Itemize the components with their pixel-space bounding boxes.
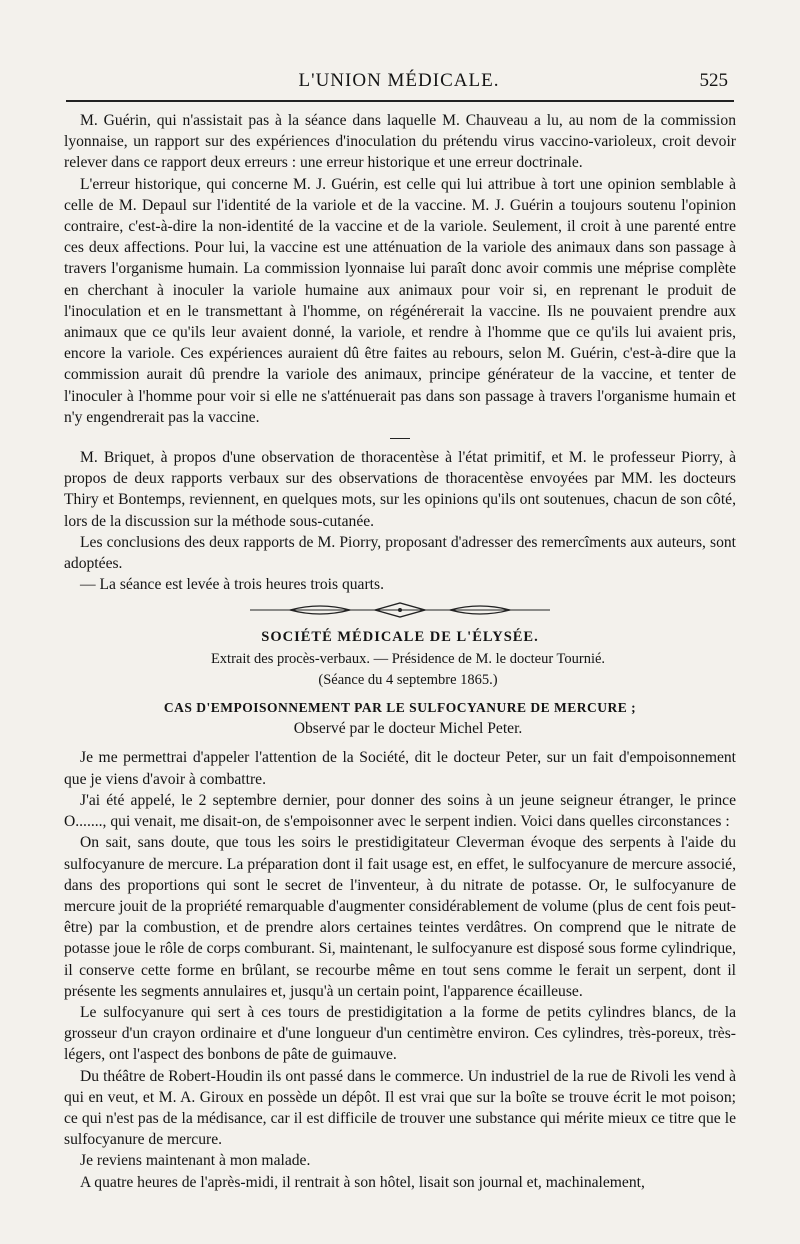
paragraph: — La séance est levée à trois heures trois quarts. [80,576,384,594]
running-head [64,68,734,96]
case-observer: Observé par le docteur Michel Peter. [293,720,523,738]
ornament-graphic [250,601,550,619]
section-separator [390,438,410,439]
spacer [64,739,736,747]
journal-title: L'UNION MÉDICALE. [298,70,500,91]
paragraph: J'ai été appelé, le 2 septembre dernier, pour donner des soins à un jeune seigneur étranger, le prince O......., qui venait, me disait-on, de s'empoisonner avec le serpent indien. Voici dans quelles circonstances : [64,791,736,831]
paragraph: Je reviens maintenant à mon malade. [80,1152,311,1170]
header-rule [66,100,734,102]
article-body [64,110,736,1193]
ornamental-divider [64,601,736,623]
session-date: (Séance du 4 septembre 1865.) [318,671,498,688]
paragraph: M. Guérin, qui n'assistait pas à la séance dans laquelle M. Chauveau a lu, au nom de la commission lyonnaise, un rapport sur des expériences d'inoculation du prétendu virus vaccino-varioleux, croit devoir relever dans ce rapport deux erreurs : une erreur historique et une erreur doctrinale. [64,112,736,172]
case-title: CAS D'EMPOISONNEMENT PAR LE SULFOCYANURE DE MERCURE ; [163,700,637,716]
society-title: SOCIÉTÉ MÉDICALE DE L'ÉLYSÉE. [261,629,539,646]
paragraph: L'erreur historique, qui concerne M. J. Guérin, est celle qui lui attribue à tort une opinion semblable à celle de M. Depaul sur l'identité de la variole et de la vaccine. M. J. Guérin a toujours soutenu l'opinion contraire, c'est-à-dire la non-identité de la vaccine et de la variole. Seulement, il croit à une parenté entre ces deux affections. Pour lui, la vaccine est une atténuation de la variole des animaux dans son passage à travers l'organisme humain. La commission lyonnaise lui paraît donc avoir commis une méprise complète en cherchant à inoculer la variole humaine aux animaux pour voir si, en reprenant le produit de l'inoculation et en le transmettant à l'homme, on régénérerait la vaccine. Ils ne pouvaient prendre aux animaux que ce qu'ils leur avaient donné, la variole, et rendre à l'homme que ce qu'ils lui avaient pris, encore la variole. Ces expériences auraient dû être faites au rebours, selon M. Guérin, c'est-à-dire que la commission aurait dû prendre la variole des animaux, principe générateur de la vaccine, et tenter de l'inoculer à l'homme pour voir si elle ne s'atténuerait pas dans son passage à travers l'organisme humain et n'y engendrerait pas la vaccine. [64,175,736,426]
society-extract: Extrait des procès-verbaux. — Présidence de M. le docteur Tournié. [210,650,606,667]
page-number: 525 [699,70,728,91]
paragraph: Les conclusions des deux rapports de M. Piorry, proposant d'adresser des remercîments aux auteurs, sont adoptées. [64,533,736,573]
paragraph: M. Briquet, à propos d'une observation de thoracentèse à l'état primitif, et M. le professeur Piorry, à propos de deux rapports verbaux sur des observations de thoracentèse envoyées par MM. les docteurs Thiry et Bontemps, reviennent, en quelques mots, sur les opinions qu'ils ont soutenues, chacun de son côté, lors de la discussion sur la méthode sous-cutanée. [64,449,736,530]
paragraph: Le sulfocyanure qui sert à ces tours de prestidigitation a la forme de petits cylindres blancs, de la grosseur d'un crayon ordinaire et d'une longueur d'un centimètre environ. Ces cylindres, très-poreux, très-légers, ont l'aspect des bonbons de pâte de guimauve. [64,1003,736,1064]
paragraph: Je me permettrai d'appeler l'attention de la Société, dit le docteur Peter, sur un fait d'empoisonnement que je viens d'avoir à combattre. [64,749,736,788]
paragraph: Du théâtre de Robert-Houdin ils ont passé dans le commerce. Un industriel de la rue de Rivoli les vend à qui en veut, et M. A. Giroux en possède un dépôt. Il est vrai que sur la boîte se trouve écrit le mot poison; ce qui n'est pas de la médisance, car il est difficile de trouver une substance qui mérite mieux ce titre que le sulfocyanure de mercure. [64,1067,736,1149]
paragraph: A quatre heures de l'après-midi, il rentrait à son hôtel, lisait son journal et, machinalement, [80,1173,645,1191]
paragraph: On sait, sans doute, que tous les soirs le prestidigitateur Cleverman évoque des serpents à l'aide du sulfocyanure de mercure. La préparation dont il fait usage est, en effet, le sulfocyanure de mercure associé, dans des proportions qui sont le secret de l'inventeur, à du nitrate de potasse. Or, le sulfocyanure de mercure jouit de la propriété remarquable d'augmenter considérablement de volume (plus de cent fois peut-être) par la combustion, et de prendre alors certaines teintes verdâtres. On comprend que le nitrate de potasse joue le rôle de corps comburant. Si, maintenant, le sulfocyanure est disposé sous forme cylindrique, il conserve cette forme en brûlant, se recourbe même en tout sens comme le ferait un serpent, dont il présente les segments annulaires et, jusqu'à un certain point, l'apparence écailleuse. [64,834,736,1000]
